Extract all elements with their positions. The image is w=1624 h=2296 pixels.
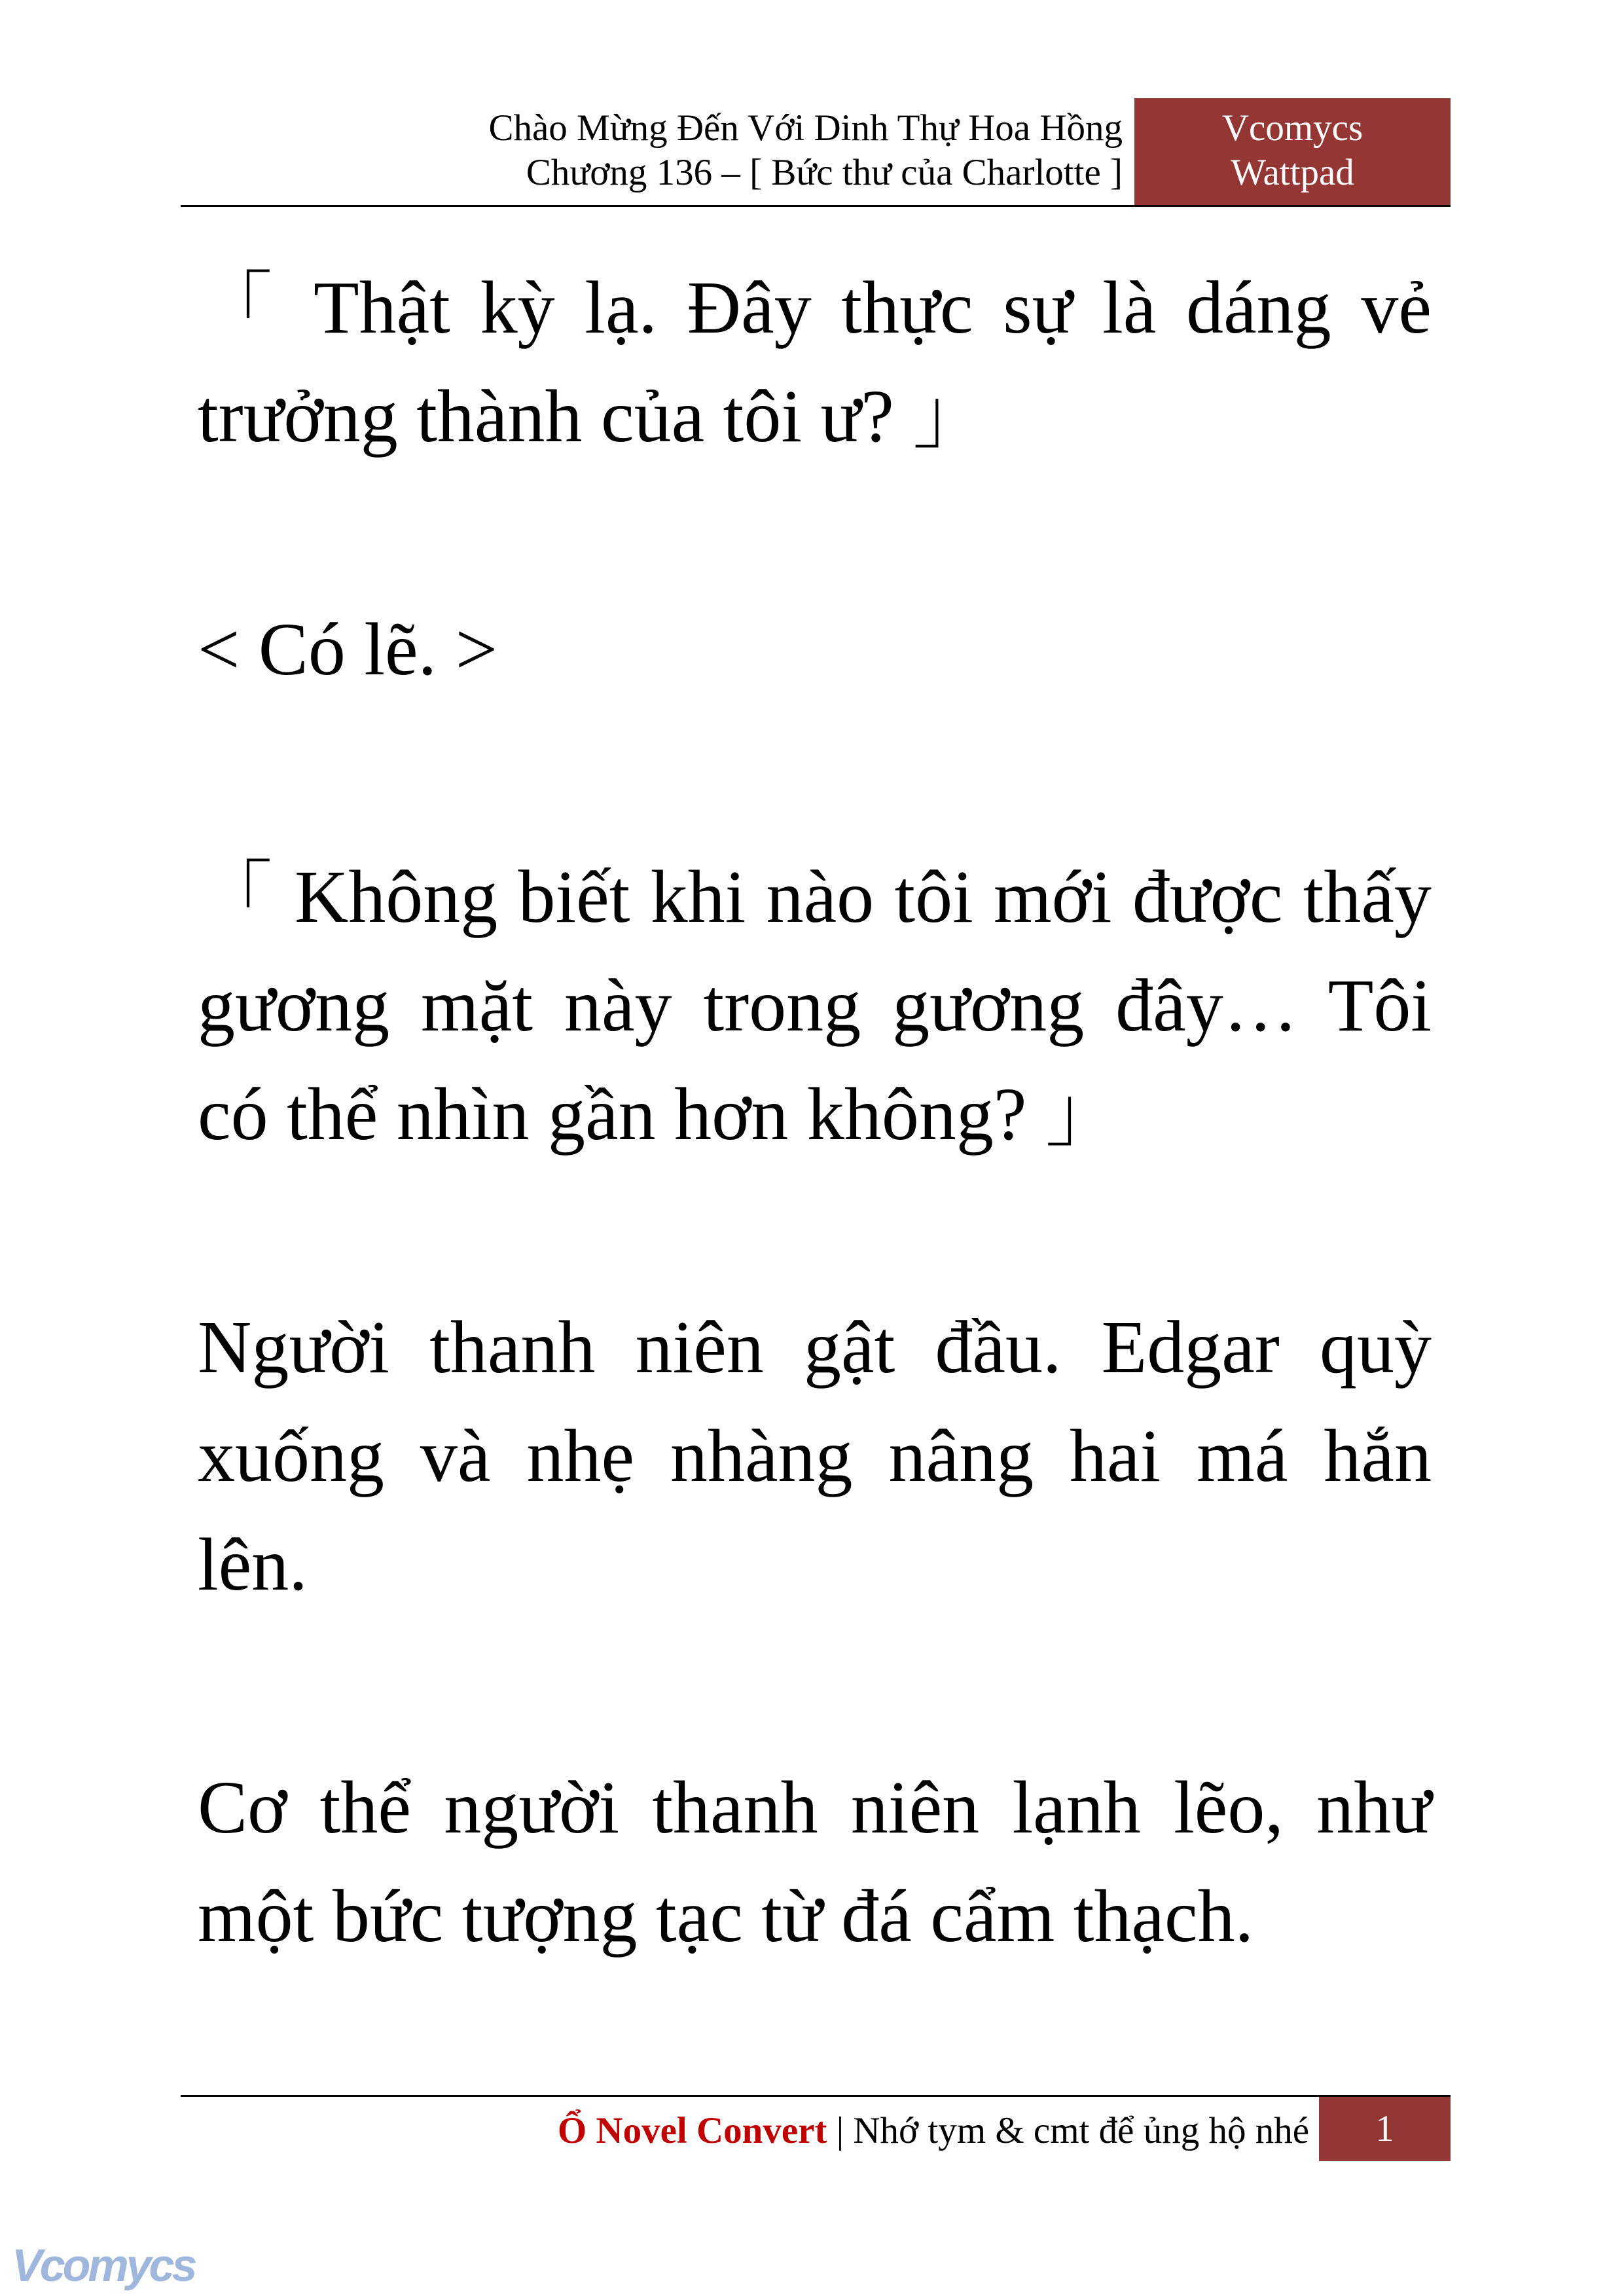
- book-title: Chào Mừng Đến Với Dinh Thự Hoa Hồng: [488, 107, 1123, 149]
- page-body: [198, 253, 1432, 1971]
- footer-separator: |: [827, 2110, 854, 2151]
- footer-message: Nhớ tym & cmt để ủng hộ nhé: [853, 2110, 1309, 2151]
- source-site: Vcomycs: [1221, 107, 1363, 149]
- chapter-title: Chương 136 – [ Bức thư của Charlotte ]: [526, 152, 1123, 193]
- paragraph: < Có lẽ. >: [198, 608, 497, 691]
- running-footer: [367, 2108, 1309, 2154]
- page-number: 1: [1319, 2097, 1451, 2161]
- footer-brand: Ổ Novel Convert: [557, 2110, 827, 2151]
- paragraph: Cơ thể người thanh niên lạnh lẽo, như một bức tượng tạc từ đá cẩm thạch.: [198, 1766, 1432, 1958]
- paragraph: Người thanh niên gật đầu. Edgar quỳ xuống và nhẹ nhàng nâng hai má hắn lên.: [198, 1305, 1432, 1606]
- paragraph: 「 Thật kỳ lạ. Đây thực sự là dáng vẻ trưởng thành của tôi ư? 」: [198, 266, 1432, 458]
- running-header: [367, 106, 1123, 195]
- header-divider: [181, 205, 1451, 207]
- watermark-logo: Vcomycs: [12, 2240, 195, 2291]
- source-badge: [1134, 98, 1451, 205]
- source-platform: Wattpad: [1231, 152, 1354, 193]
- paragraph: 「 Không biết khi nào tôi mới được thấy gương mặt này trong gương đây… Tôi có thể nhìn gần hơn không? 」: [198, 855, 1432, 1156]
- footer-divider: [181, 2095, 1451, 2097]
